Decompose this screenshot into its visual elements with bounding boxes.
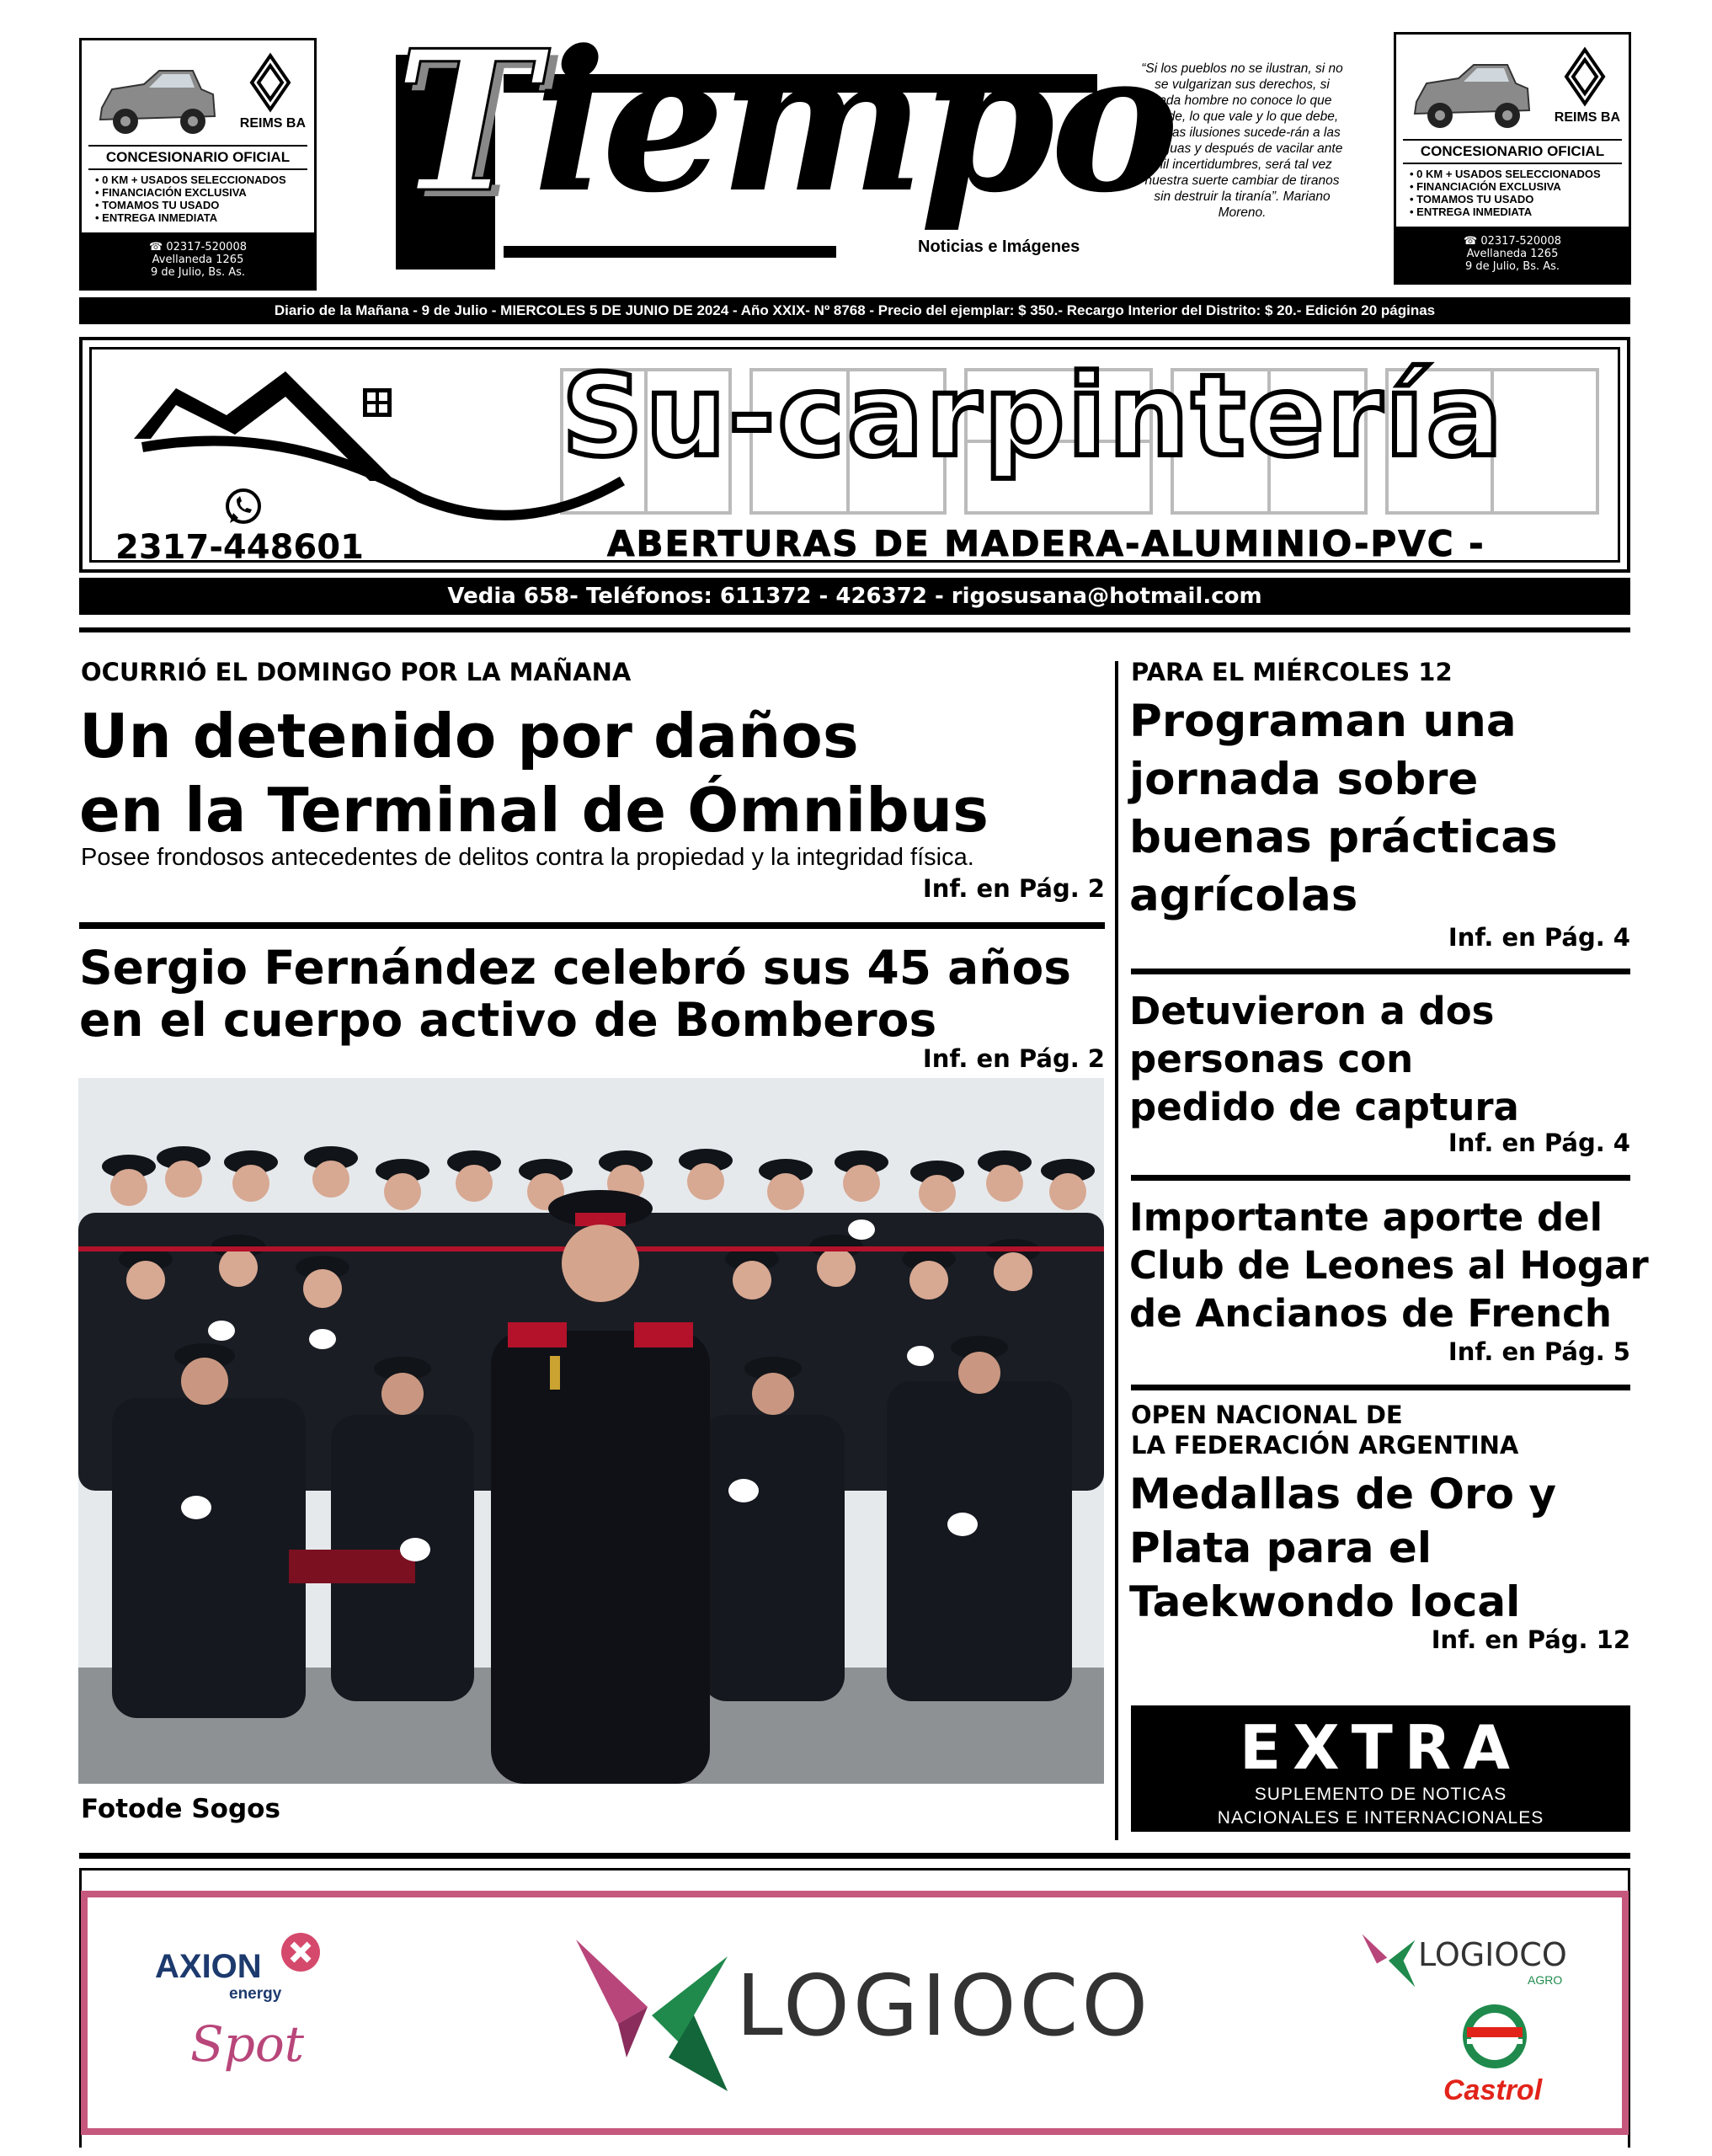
page-reference[interactable]: Inf. en Pág. 5	[1448, 1337, 1630, 1366]
headline-line: Sergio Fernández celebró sus 45 años	[79, 941, 1071, 995]
firefighters-group-image	[78, 1078, 1104, 1784]
headline-line: Un detenido por daños	[79, 701, 859, 771]
agricolas-kicker: PARA EL MIÉRCOLES 12	[1131, 658, 1453, 686]
spot-logo: Spot	[190, 2015, 305, 2073]
firefighters-photo[interactable]	[78, 1078, 1104, 1784]
dealer-city: 9 de Julio, Bs. As.	[150, 266, 246, 279]
page-reference[interactable]: Inf. en Pág. 12	[1431, 1625, 1630, 1654]
lead-kicker: OCURRIÓ EL DOMINGO POR LA MAÑANA	[81, 658, 632, 686]
agro-label: AGRO	[1528, 1973, 1563, 1987]
dealer-items	[95, 173, 286, 224]
renault-logo-icon	[1560, 46, 1610, 107]
carpinteria-ad[interactable]	[79, 337, 1630, 573]
logioco-emblem-icon	[568, 1931, 736, 2100]
dealer-item: • TOMAMOS TU USADO	[95, 199, 286, 211]
carpinteria-phone: 2317-448601	[115, 528, 364, 563]
dealer-item: • FINANCIACIÓN EXCLUSIVA	[1410, 180, 1601, 193]
logioco-agro-emblem-icon	[1359, 1931, 1418, 1990]
column-divider	[1115, 661, 1118, 1840]
divider	[1131, 1385, 1630, 1390]
lead-headline[interactable]	[79, 699, 989, 847]
axion-logo: AXION	[155, 1948, 262, 1985]
headline-line: en la Terminal de Ómnibus	[79, 775, 989, 846]
lead-deck: Posee frondosos antecedentes de delitos contra la propiedad y la integridad física.	[81, 844, 974, 871]
headline-line: agrícolas	[1129, 870, 1358, 921]
headline-line: Club de Leones al Hogar	[1129, 1243, 1649, 1288]
logioco-ad[interactable]	[81, 1891, 1629, 2135]
divider	[1131, 969, 1630, 974]
headline-line: Detuvieron a dos	[1129, 989, 1495, 1033]
newspaper-logo[interactable]	[394, 8, 1175, 236]
carpinteria-name: Su-carpintería	[562, 350, 1506, 482]
divider	[79, 627, 1630, 632]
logo-initial: T	[394, 8, 534, 236]
page-reference[interactable]: Inf. en Pág. 2	[922, 1044, 1105, 1073]
page-reference[interactable]: Inf. en Pág. 2	[922, 874, 1105, 903]
headline-line: buenas prácticas	[1129, 812, 1558, 863]
dealer-item: • ENTREGA INMEDIATA	[1410, 205, 1601, 218]
phone-icon: ☎	[1464, 235, 1481, 248]
headline-line: de Ancianos de French	[1129, 1291, 1612, 1336]
contact-address-bar: Vedia 658- Teléfonos: 611372 - 426372 - rigosusana@hotmail.com	[79, 578, 1630, 615]
renault-logo-icon	[245, 52, 296, 113]
axion-sub: energy	[229, 1985, 282, 2003]
dealer-item: • TOMAMOS TU USADO	[1410, 193, 1601, 205]
dealer-phone: 02317-520008	[166, 241, 247, 253]
logo-bottom-bar	[504, 246, 836, 258]
page-reference[interactable]: Inf. en Pág. 4	[1448, 923, 1630, 952]
dealer-title: CONCESIONARIO OFICIAL	[88, 145, 307, 170]
divider	[1131, 1175, 1630, 1181]
dealer-ad-left[interactable]	[79, 38, 317, 291]
headline-line: personas con	[1129, 1037, 1414, 1081]
headline-line: en el cuerpo activo de Bomberos	[79, 993, 937, 1047]
masthead-quote: “Si los pueblos no se ilustran, si no se vulgarizan sus derechos, si cada hombre no conoce lo que puede, lo que vale y lo que debe, nuevas ilusiones sucede-rán a las antiguas y después de vacilar ante mil incertidumbres, será tal vez nuestra suerte cambiar de tiranos sin destruir la tiranía”. Mariano Moreno.	[1141, 61, 1343, 220]
extra-line: SUPLEMENTO DE NOTICAS	[1254, 1785, 1507, 1804]
extra-supplement-box[interactable]	[1131, 1705, 1630, 1832]
dealer-contact	[82, 232, 314, 288]
dealer-items	[1410, 168, 1601, 218]
kicker-line: OPEN NACIONAL DE	[1131, 1401, 1403, 1429]
headline-line: Programan una	[1129, 696, 1517, 747]
agricolas-headline[interactable]	[1129, 692, 1558, 925]
dealer-city: 9 de Julio, Bs. As.	[1464, 260, 1560, 273]
leones-headline[interactable]	[1129, 1193, 1649, 1337]
divider	[79, 922, 1105, 929]
headline-line: jornada sobre	[1129, 754, 1479, 805]
pickup-truck-image	[1408, 50, 1534, 142]
edition-info-bar: Diario de la Mañana - 9 de Julio - MIERCOLES 5 DE JUNIO DE 2024 - Año XXIX- Nº 8768 - Precio del ejemplar: $ 350.- Recargo Interior del Distrito: $ 20.- Edición 20 páginas	[79, 297, 1630, 324]
dealer-address: Avellaneda 1265	[1466, 248, 1559, 260]
headline-line: Medallas de Oro y	[1129, 1470, 1557, 1518]
logioco-wordmark: LOGIOCO	[736, 1956, 1152, 2055]
castrol-emblem-icon	[1460, 2002, 1529, 2071]
divider	[79, 1853, 1630, 1859]
detenidos-headline[interactable]	[1129, 987, 1519, 1131]
logioco-agro-wordmark: LOGIOCO	[1418, 1936, 1567, 1973]
castrol-wordmark: Castrol	[1443, 2074, 1543, 2106]
extra-title: EXTRA	[1240, 1712, 1522, 1783]
dealer-brand: REIMS BA	[239, 116, 306, 131]
dealer-item: • ENTREGA INMEDIATA	[95, 211, 286, 224]
headline-line: pedido de captura	[1129, 1085, 1519, 1129]
headline-line: Importante aporte del	[1129, 1195, 1603, 1240]
page-reference[interactable]: Inf. en Pág. 4	[1448, 1129, 1630, 1157]
headline-line: Taekwondo local	[1129, 1577, 1521, 1626]
photo-credit: Fotode Sogos	[81, 1794, 280, 1824]
house-roof-logo-icon	[117, 355, 639, 523]
dealer-brand: REIMS BA	[1554, 110, 1620, 125]
logo-rest: iempo	[533, 8, 1175, 236]
logo-subtitle: Noticias e Imágenes	[918, 237, 1080, 256]
kicker-line: LA FEDERACIÓN ARGENTINA	[1131, 1431, 1519, 1460]
dealer-item: • FINANCIACIÓN EXCLUSIVA	[95, 186, 286, 199]
carpinteria-subtitle: ABERTURAS DE MADERA-ALUMINIO-PVC -	[607, 523, 1485, 563]
taekwondo-headline[interactable]	[1129, 1467, 1556, 1629]
dealer-item: • 0 KM + USADOS SELECCIONADOS	[1410, 168, 1601, 180]
bomberos-headline[interactable]	[79, 942, 1071, 1046]
headline-line: Plata para el	[1129, 1524, 1432, 1572]
dealer-address: Avellaneda 1265	[152, 253, 244, 266]
taekwondo-kicker	[1131, 1400, 1518, 1460]
axion-x-icon	[280, 1931, 322, 1973]
dealer-item: • 0 KM + USADOS SELECCIONADOS	[95, 173, 286, 186]
dealer-contact	[1396, 227, 1629, 282]
dealer-phone: 02317-520008	[1480, 235, 1561, 248]
dealer-ad-right[interactable]	[1394, 32, 1631, 285]
pickup-truck-image	[93, 56, 220, 148]
dealer-title: CONCESIONARIO OFICIAL	[1403, 139, 1622, 164]
phone-icon: ☎	[149, 241, 167, 253]
whatsapp-icon	[223, 486, 264, 526]
extra-line: NACIONALES E INTERNACIONALES	[1217, 1808, 1544, 1828]
